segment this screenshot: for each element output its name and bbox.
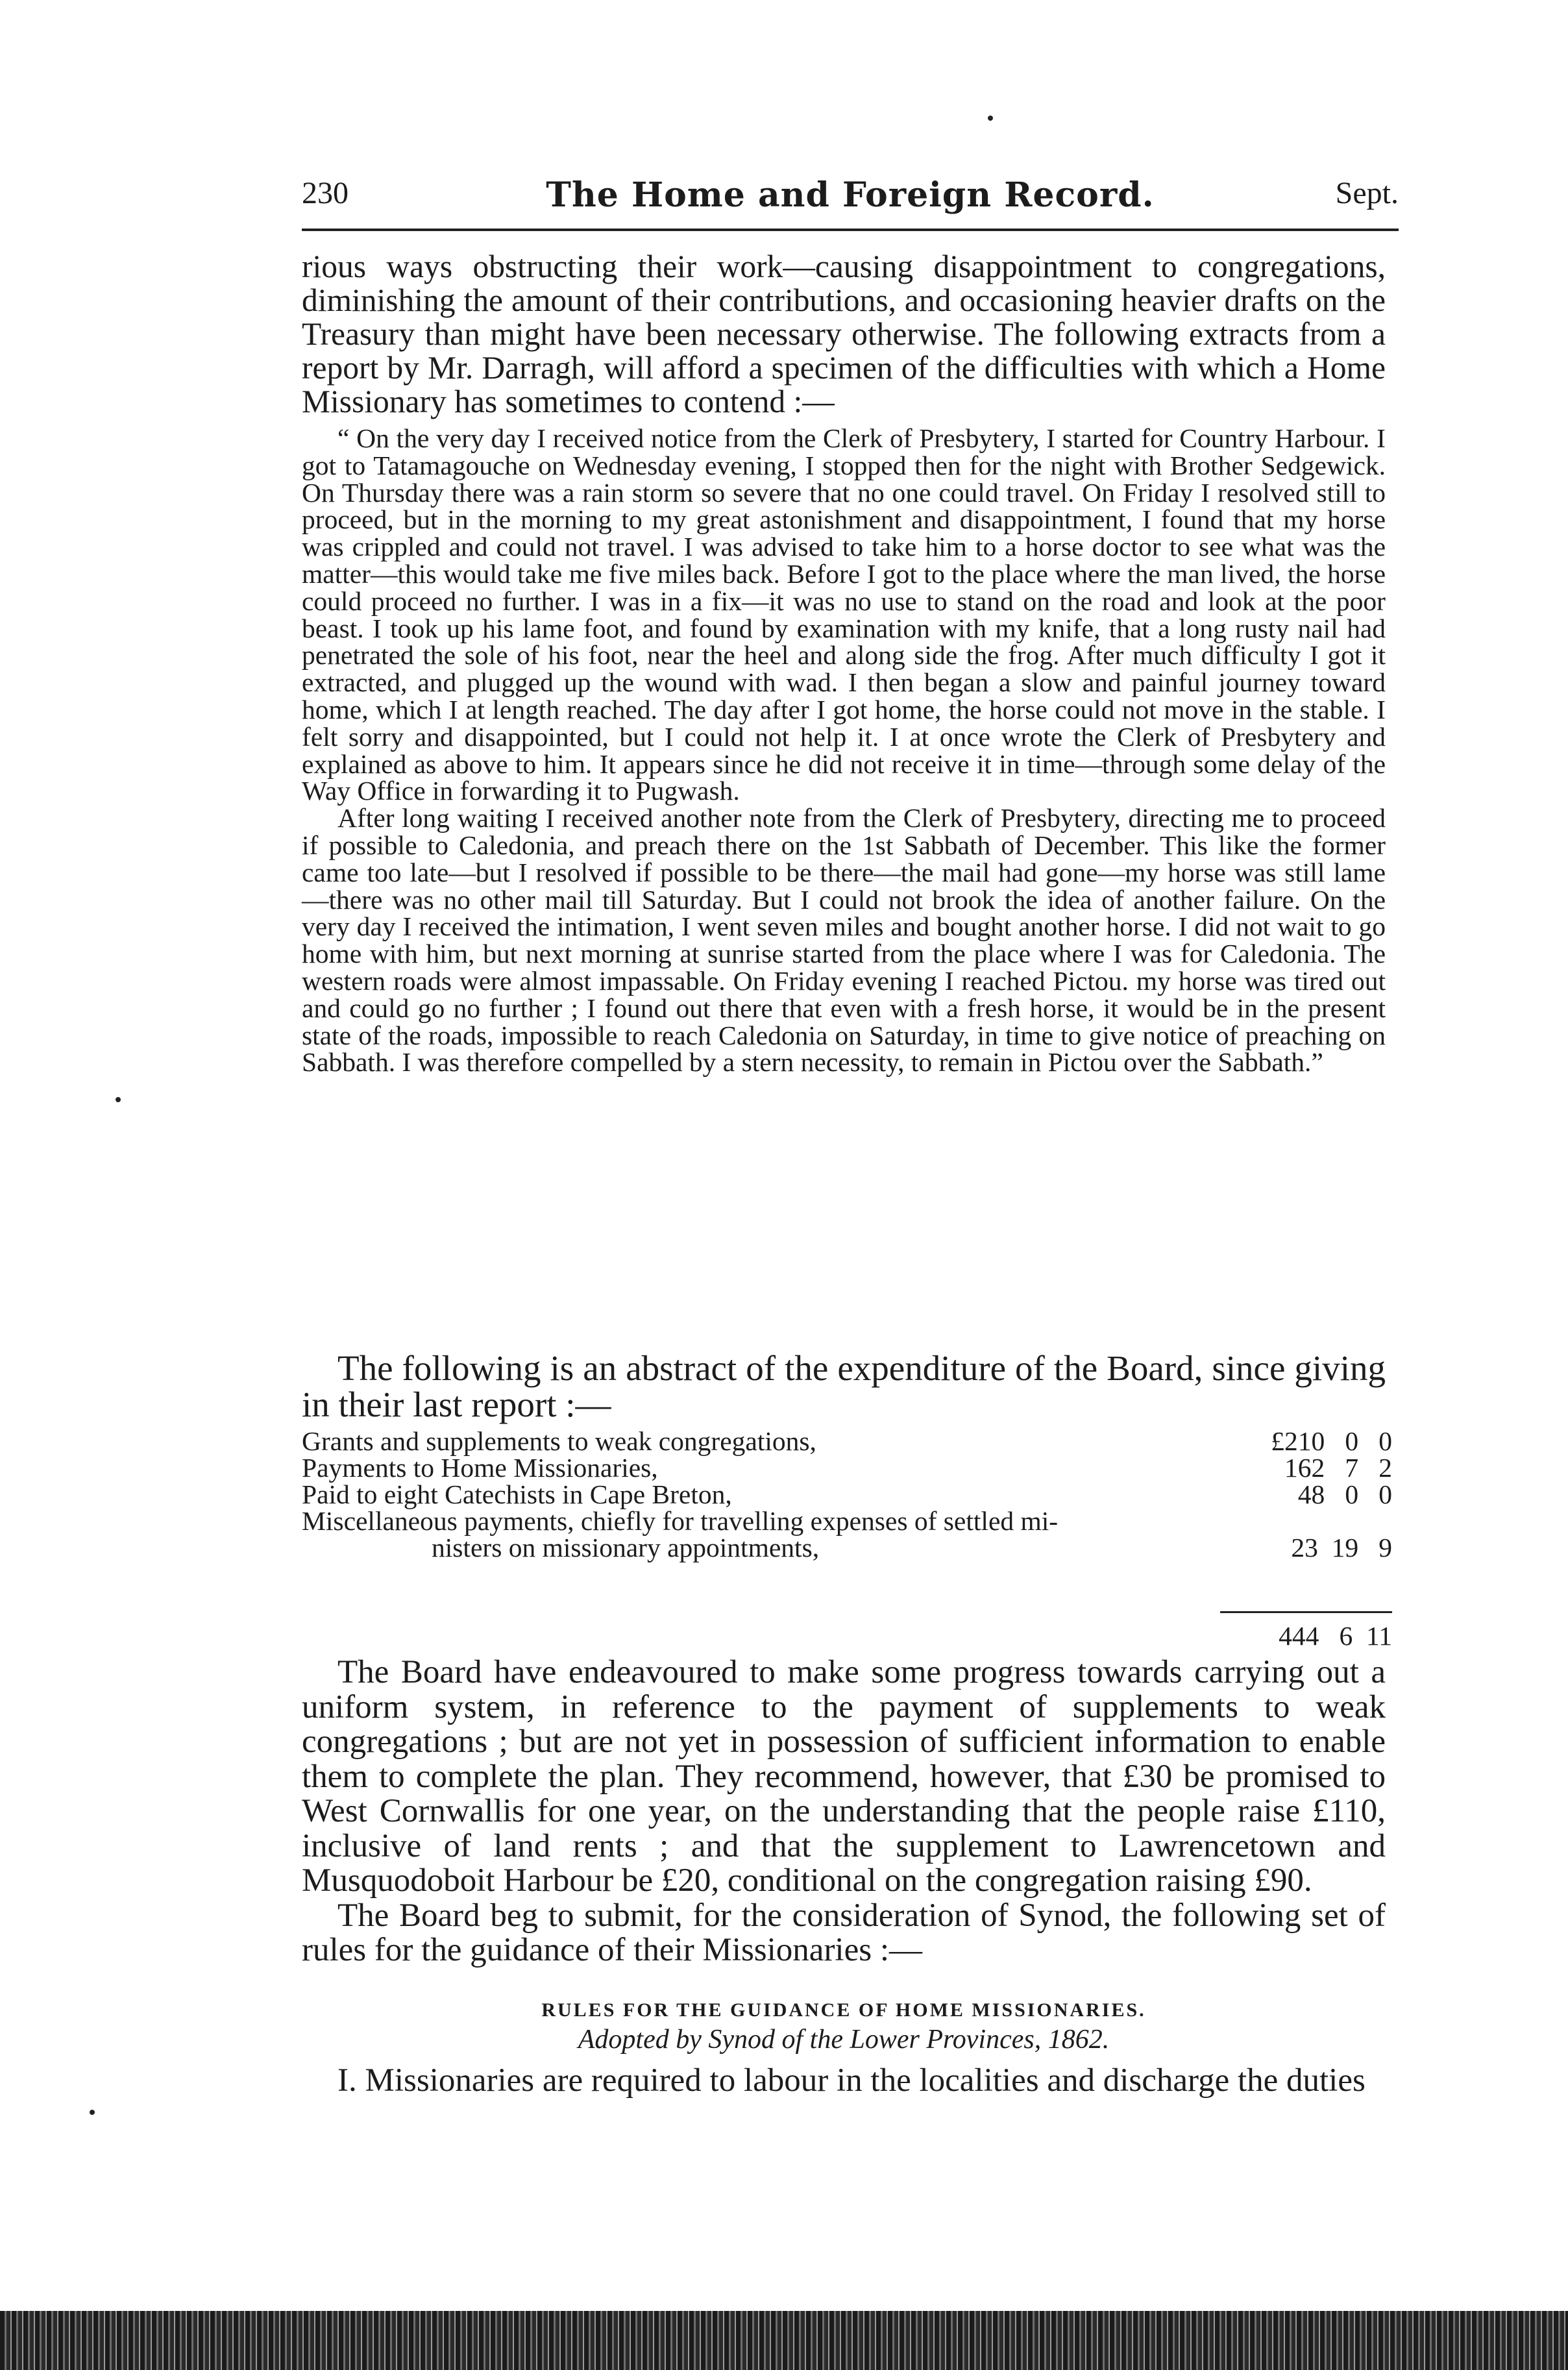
- header-rule: [302, 228, 1399, 231]
- report-paragraph: After long waiting I received another note from the Clerk of Presbytery, directing me to proceed if possible to Caledonia, and preach there on the 1st Sabbath of December. This like the former came too late—but I resolved if possible to be there—the mail had gone—my horse was still lame —there was no other mail till Saturday. But I could not brook the idea of another failure. On the very day I received the intimation, I went seven miles and bought another horse. I did not wait to go home with him, but next morning at sunrise started from the place where I was for Caledonia. The western roads were almost impassable. On Friday evening I reached Pictou. my horse was tired out and could go no further ; I found out there that even with a fresh horse, it would be in the present state of the roads, impossible to reach Caledonia on Saturday, in time to give notice of preaching on Sabbath. I was therefore compelled by a stern necessity, to remain in Pictou over the Sabbath.”: [302, 803, 1386, 1078]
- ink-speck: [90, 2110, 95, 2115]
- sum-rule: [1220, 1611, 1392, 1613]
- table-row: [302, 1428, 1392, 1455]
- table-row: [302, 1455, 1392, 1481]
- ink-speck: [116, 1097, 121, 1102]
- rule-one: I. Missionaries are required to labour in the localities and discharge the duties: [337, 2062, 1366, 2099]
- abstract-intro-section: [302, 1350, 1386, 1423]
- page-number: 230: [302, 176, 349, 210]
- expense-amount: 162 7 2: [1284, 1453, 1392, 1483]
- expense-item: nisters on missionary appointments,: [432, 1533, 820, 1562]
- report-extract: [302, 425, 1386, 1076]
- header-month: Sept.: [1335, 176, 1399, 210]
- ink-speck: [988, 116, 993, 121]
- table-row: [302, 1535, 1392, 1561]
- board-paragraph: The Board have endeavoured to make some progress towards carrying out a uniform system, in reference to the payment of supplements to weak congregations ; but are not yet in possession of sufficient information to enable them to complete the plan. They recommend, however, that £30 be promised to West Cornwallis for one year, on the understanding that the people raise £110, inclusive of land rents ; and that the supplement to Lawrencetown and Musquodoboit Harbour be £20, conditional on the congregation raising £90.: [302, 1654, 1386, 1899]
- rules-section: [302, 2063, 1386, 2098]
- table-row: [302, 1508, 1392, 1535]
- expense-item: Miscellaneous payments, chiefly for travelling expenses of settled mi-: [302, 1506, 1059, 1536]
- board-paragraph: The Board beg to submit, for the consideration of Synod, the following set of rules for the guidance of their Missionaries :—: [302, 1897, 1386, 1968]
- table-row: [302, 1481, 1392, 1508]
- expenditure-table: [302, 1428, 1392, 1561]
- rules-heading: RULES FOR THE GUIDANCE OF HOME MISSIONARIES.: [541, 1999, 1146, 2021]
- scan-edge-band: [0, 2311, 1568, 2370]
- report-paragraph: “ On the very day I received notice from the Clerk of Presbytery, I started for Country Harbour. I got to Tatamagouche on Wednesday evening, I stopped then for the night with Brother Sedgewick. On Thursday there was a rain storm so severe that no one could travel. On Friday I resolved still to proceed, but in the morning to my great astonishment and disappointment, I found that my horse was crippled and could not travel. I was advised to take him to a horse doctor to see what was the matter—this would take me five miles back. Before I got to the place where the man lived, the horse could proceed no further. I was in a fix—it was no use to stand on the road and look at the poor beast. I took up his lame foot, and found by examination with my knife, that a long rusty nail had penetrated the sole of his foot, near the heel and along side the frog. After much difficulty I got it extracted, and plugged up the wound with wad. I then began a slow and painful journey toward home, which I at length reached. The day after I got home, the horse could not move in the stable. I felt sorry and disappointed, but I could not help it. I at once wrote the Clerk of Presbytery and explained as above to him. It appears since he did not receive it in time—through some delay of the Way Office in forwarding it to Pugwash.: [302, 423, 1386, 806]
- intro-paragraph: rious ways obstructing their work—causing disappointment to congregations, diminishing the amount of their contributions, and occasioning heavier drafts on the Treasury than might have been necessary otherwise. The following extracts from a report by Mr. Darragh, will afford a specimen of the difficulties with which a Home Missionary has sometimes to contend :—: [302, 249, 1386, 419]
- abstract-intro-paragraph: The following is an abstract of the expenditure of the Board, since giving in their last report :—: [302, 1348, 1386, 1424]
- expenditure-total: 444 6 11: [1279, 1621, 1392, 1651]
- journal-title: The Home and Foreign Record.: [546, 175, 1155, 215]
- expense-amount: 23 19 9: [1291, 1533, 1392, 1562]
- expense-amount: 48 0 0: [1297, 1479, 1392, 1509]
- board-section: [302, 1655, 1386, 1968]
- expense-item: Paid to eight Catechists in Cape Breton,: [302, 1479, 732, 1509]
- intro-section: [302, 250, 1386, 419]
- expense-amount: [1231, 1508, 1392, 1535]
- running-header: [302, 175, 1399, 214]
- expense-item: Grants and supplements to weak congregations,: [302, 1426, 816, 1456]
- expense-amount: £210 0 0: [1271, 1426, 1392, 1456]
- rules-subheading: Adopted by Synod of the Lower Provinces, 1862.: [578, 2025, 1110, 2055]
- expense-item: Payments to Home Missionaries,: [302, 1453, 658, 1483]
